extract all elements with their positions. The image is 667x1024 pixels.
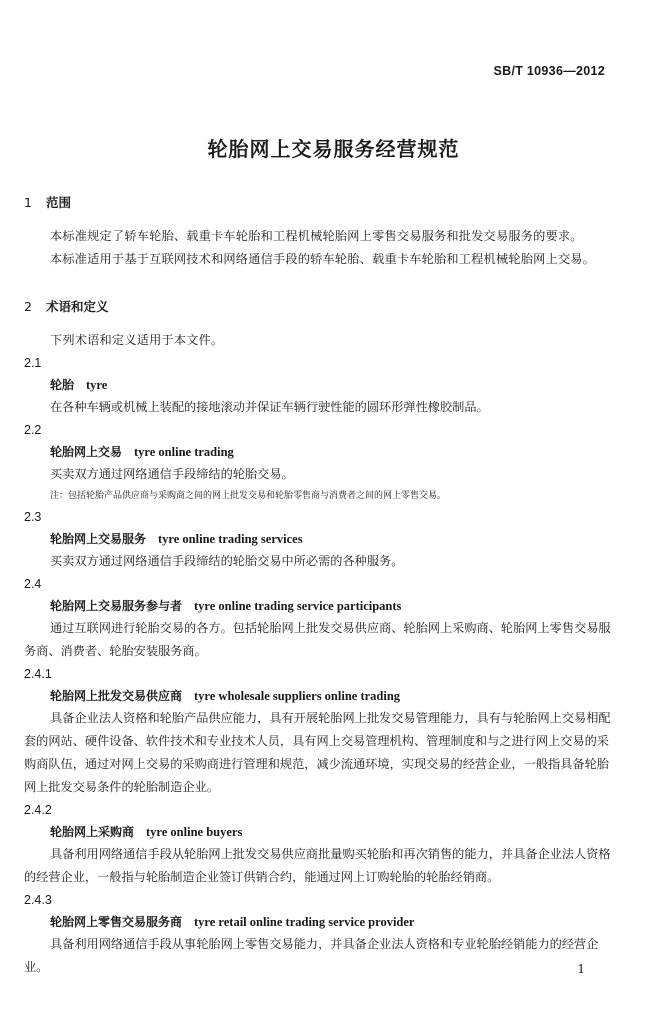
term-number: 2.3 xyxy=(24,510,42,524)
term-heading xyxy=(24,374,614,396)
term-definition: 具备利用网络通信手段从事轮胎网上零售交易能力，并具备企业法人资格和专业轮胎经销能力的经营企业。 xyxy=(24,937,599,974)
term-en: tyre online trading services xyxy=(158,532,303,546)
term-en: tyre retail online trading service provider xyxy=(194,915,415,929)
term-zh: 轮胎 xyxy=(50,378,75,392)
section-heading xyxy=(24,193,614,211)
term-heading xyxy=(24,441,614,463)
term-zh: 轮胎网上交易服务参与者 xyxy=(50,599,183,613)
term-number: 2.1 xyxy=(24,356,42,370)
term-heading xyxy=(24,595,614,617)
section-heading xyxy=(24,297,614,315)
term-en: tyre online buyers xyxy=(146,825,243,839)
term-number: 2.4.3 xyxy=(24,893,52,907)
paragraph: 下列术语和定义适用于本文件。 xyxy=(50,333,224,347)
term-number: 2.2 xyxy=(24,423,42,437)
term-heading xyxy=(24,911,614,933)
term-definition: 在各种车辆或机械上装配的接地滚动并保证车辆行驶性能的圆环形弹性橡胶制品。 xyxy=(50,400,489,414)
term-zh: 轮胎网上交易服务 xyxy=(50,532,147,546)
term-number: 2.4.2 xyxy=(24,803,52,817)
term-en: tyre online trading xyxy=(134,445,234,459)
section-title: 范围 xyxy=(46,195,72,210)
term-en: tyre wholesale suppliers online trading xyxy=(194,689,401,703)
term-definition: 通过互联网进行轮胎交易的各方。包括轮胎网上批发交易供应商、轮胎网上采购商、轮胎网上零售交易服务商、消费者、轮胎安装服务商。 xyxy=(24,621,611,658)
term-zh: 轮胎网上批发交易供应商 xyxy=(50,689,183,703)
section-number: 2 xyxy=(24,299,32,314)
term-en: tyre online trading service participants xyxy=(194,599,402,613)
term-zh: 轮胎网上零售交易服务商 xyxy=(50,915,183,929)
paragraph: 本标准适用于基于互联网技术和网络通信手段的轿车轮胎、载重卡车轮胎和工程机械轮胎网上交易。 xyxy=(50,252,596,266)
page-title: 轮胎网上交易服务经营规范 xyxy=(207,137,460,161)
section-number: 1 xyxy=(24,195,32,210)
term-number: 2.4 xyxy=(24,577,42,591)
page-number: 1 xyxy=(577,962,585,976)
standard-number: SB/T 10936—2012 xyxy=(493,64,605,78)
section-title: 术语和定义 xyxy=(46,299,109,314)
term-number: 2.4.1 xyxy=(24,667,52,681)
document-body xyxy=(24,193,614,979)
term-heading xyxy=(24,685,614,707)
term-en: tyre xyxy=(86,378,108,392)
paragraph: 本标准规定了轿车轮胎、载重卡车轮胎和工程机械轮胎网上零售交易服务和批发交易服务的要求。 xyxy=(50,229,583,243)
term-heading xyxy=(24,821,614,843)
term-zh: 轮胎网上交易 xyxy=(50,445,123,459)
term-definition: 买卖双方通过网络通信手段缔结的轮胎交易中所必需的各种服务。 xyxy=(50,554,404,568)
term-definition: 具备利用网络通信手段从轮胎网上批发交易供应商批量购买轮胎和再次销售的能力，并具备企业法人资格的经营企业，一般指与轮胎制造企业签订供销合约，能通过网上订购轮胎的轮胎经销商。 xyxy=(24,847,611,884)
term-definition: 具备企业法人资格和轮胎产品供应能力，具有开展轮胎网上批发交易管理能力，具有与轮胎网上交易相配套的网站、硬件设备、软件技术和专业技术人员，具有网上交易管理机构、管理制度和与之进行网上交易的采购商队伍，通过对网上交易的采购商进行管理和规范，减少流通环境，实现交易的经营企业，一般指具备轮胎网上批发交易条件的轮胎制造企业。 xyxy=(24,711,611,794)
term-note: 注：包括轮胎产品供应商与采购商之间的网上批发交易和轮胎零售商与消费者之间的网上零售交易。 xyxy=(50,491,447,501)
term-heading xyxy=(24,528,614,550)
term-zh: 轮胎网上采购商 xyxy=(50,825,135,839)
term-definition: 买卖双方通过网络通信手段缔结的轮胎交易。 xyxy=(50,467,294,481)
